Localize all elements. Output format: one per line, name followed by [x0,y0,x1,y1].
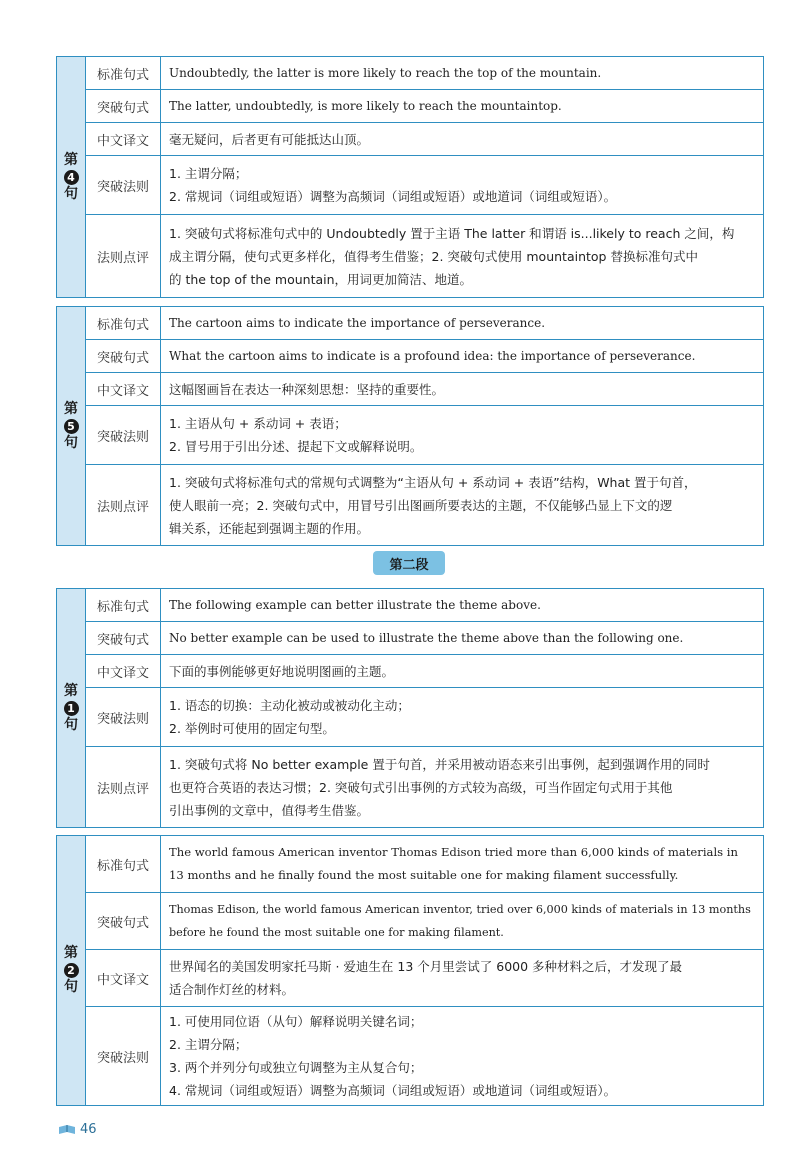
sentence-label: 第 2 句 [57,836,86,1105]
sentence-label: 第 1 句 [57,589,86,827]
row-breakthrough: 突破句式 No better example can be used to illustrate the theme above than the following one. [86,622,763,655]
sentence-block-1 [56,588,764,828]
sentence-label: 第 5 句 [57,307,86,545]
row-translation: 中文译文 毫无疑问，后者更有可能抵达山顶。 [86,123,763,156]
sentence-block-5 [56,306,764,546]
row-breakthrough: 突破句式 The latter, undoubtedly, is more likely to reach the mountaintop. [86,90,763,123]
row-translation: 中文译文 世界闻名的美国发明家托马斯 · 爱迪生在 13 个月里尝试了 6000 多种材料之后，才发现了最 适合制作灯丝的材料。 [86,950,763,1007]
row-standard: 标准句式 Undoubtedly, the latter is more likely to reach the top of the mountain. [86,57,763,90]
row-standard: 标准句式 The following example can better illustrate the theme above. [86,589,763,622]
row-comment: 法则点评 1. 突破句式将标准句式中的 Undoubtedly 置于主语 The latter 和谓语 is...likely to reach 之间，构 成主谓分隔，使句式更多样化，值得考生借鉴；2. 突破句式使用 mountaintop 替换标准句式中 的 the top of the mountain，用词更加简洁、地道。 [86,215,763,297]
row-translation: 中文译文 这幅图画旨在表达一种深刻思想：坚持的重要性。 [86,373,763,406]
row-standard: 标准句式 The world famous American inventor Thomas Edison tried more than 6,000 kinds of materials in 13 months and he finally found the most suitable one for making filament successfully. [86,836,763,893]
sentence-block-2 [56,835,764,1106]
row-rules: 突破法则 1. 主语从句 + 系动词 + 表语； 2. 冒号用于引出分述、提起下文或解释说明。 [86,406,763,465]
row-comment: 法则点评 1. 突破句式将标准句式的常规句式调整为“主语从句 + 系动词 + 表语”结构，What 置于句首， 使人眼前一亮；2. 突破句式中，用冒号引出图画所要表达的主题，不仅能够凸显上下文的逻 辑关系，还能起到强调主题的作用。 [86,465,763,545]
row-standard: 标准句式 The cartoon aims to indicate the importance of perseverance. [86,307,763,340]
section-title: 第二段 [373,551,445,575]
row-rules: 突破法则 1. 语态的切换：主动化被动或被动化主动； 2. 举例时可使用的固定句型。 [86,688,763,747]
book-icon [58,1124,76,1136]
sentence-block-4 [56,56,764,298]
sentence-label: 第 4 句 [57,57,86,297]
row-breakthrough: 突破句式 What the cartoon aims to indicate is a profound idea: the importance of perseverance. [86,340,763,373]
row-comment: 法则点评 1. 突破句式将 No better example 置于句首，并采用被动语态来引出事例，起到强调作用的同时 也更符合英语的表达习惯；2. 突破句式引出事例的方式较为高级，可当作固定句式用于其他 引出事例的文章中，值得考生借鉴。 [86,747,763,827]
row-translation: 中文译文 下面的事例能够更好地说明图画的主题。 [86,655,763,688]
row-rules: 突破法则 1. 主谓分隔； 2. 常规词（词组或短语）调整为高频词（词组或短语）或地道词（词组或短语）。 [86,156,763,215]
page-number: 46 [58,1122,97,1137]
row-rules: 突破法则 1. 可使用同位语（从句）解释说明关键名词； 2. 主谓分隔； 3. 两个并列分句或独立句调整为主从复合句； 4. 常规词（词组或短语）调整为高频词（词组或短语）或地道词（词组或短语）。 [86,1007,763,1105]
row-breakthrough: 突破句式 Thomas Edison, the world famous American inventor, tried over 6,000 kinds of materials in 13 months before he found the most suitable one for making filament. [86,893,763,950]
